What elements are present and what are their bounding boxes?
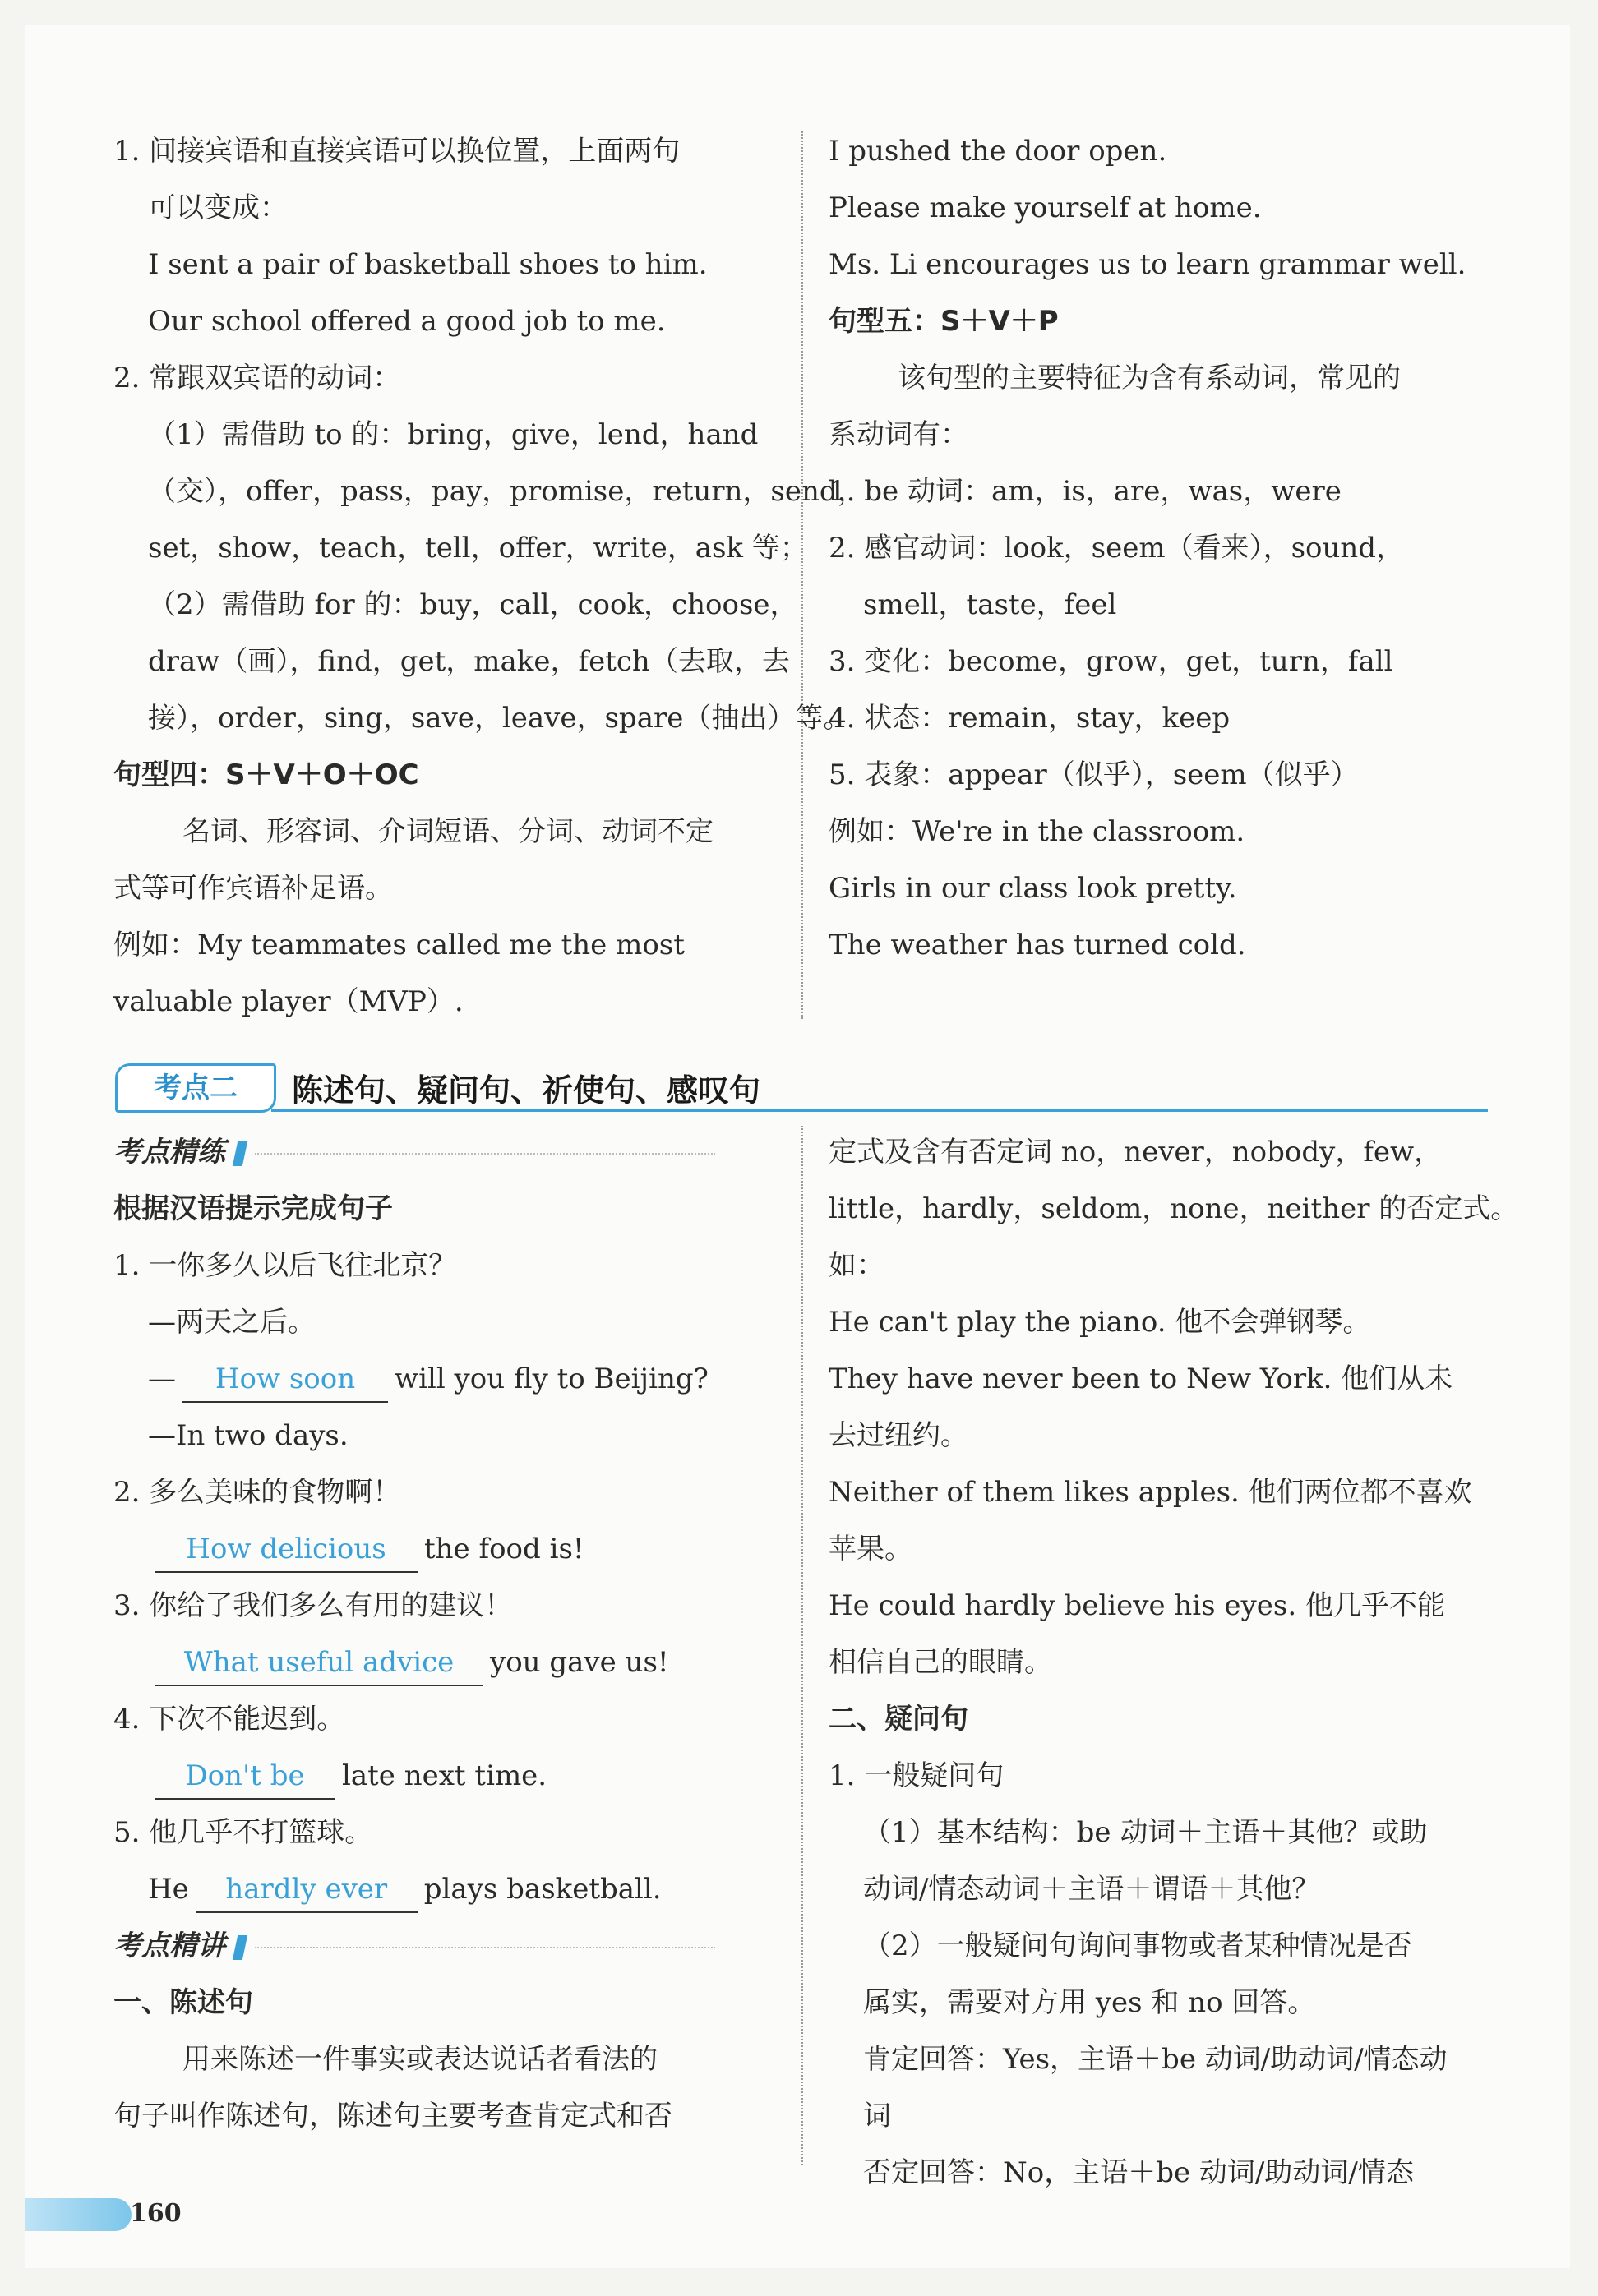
answer-5-line: He hardly ever plays basketball. [113, 1861, 787, 1918]
left-bottom-column [113, 1124, 787, 2145]
question-2: 2. 多么美味的食物啊！ [113, 1476, 401, 1509]
text-line: 句子叫作陈述句，陈述句主要考查肯定式和否 [113, 2100, 672, 2132]
practice-heading: 考点精练 [113, 1136, 225, 1169]
lecture-heading-row [113, 1918, 787, 1975]
answer-blank: Don't be [155, 1754, 335, 1800]
text-line: He could hardly believe his eyes. 他几乎不能 [829, 1589, 1445, 1622]
dotted-rule [255, 1947, 715, 1948]
subsection-heading: 二、疑问句 [829, 1703, 968, 1736]
question-5: 5. 他几乎不打篮球。 [113, 1816, 373, 1849]
text-line: I sent a pair of basketball shoes to him. [148, 248, 708, 281]
text-line: Our school offered a good job to me. [148, 305, 666, 338]
text-line: 名词、形容词、介词短语、分词、动词不定 [182, 815, 714, 848]
answer-3-line: What useful advice you gave us! [113, 1634, 787, 1691]
text-line: They have never been to New York. 他们从未 [829, 1362, 1453, 1395]
subsection-heading: 一、陈述句 [113, 1986, 253, 2019]
text-line: 1. 间接宾语和直接宾语可以换位置，上面两句 [113, 135, 681, 168]
answer-1-line: — How soon will you fly to Beijing? [113, 1351, 787, 1408]
text-line: 否定回答：No，主语＋be 动词/助动词/情态 [863, 2156, 1414, 2189]
question-3: 3. 你给了我们多么有用的建议！ [113, 1589, 513, 1622]
text-line: （2）需借助 for 的：buy，call，cook，choose， [148, 588, 798, 621]
answer-2-line: How delicious the food is! [113, 1521, 787, 1578]
text-line: 定式及含有否定词 no，never，nobody，few， [829, 1136, 1443, 1169]
text-line: 肯定回答：Yes，主语＋be 动词/助动词/情态动 [863, 2043, 1448, 2076]
text-line: （1）基本结构：be 动词＋主语＋其他？或助 [863, 1816, 1428, 1849]
left-top-column [113, 123, 866, 1030]
section-banner [115, 1060, 1488, 1113]
text-line: He can't play the piano. 他不会弹钢琴。 [829, 1306, 1371, 1339]
page-number: 160 [130, 2199, 182, 2228]
text-line: 4. 状态：remain，stay，keep [829, 702, 1231, 735]
text-line: Please make yourself at home. [829, 191, 1262, 224]
text-line: （交），offer，pass，pay，promise，return，send， [148, 475, 866, 508]
dotted-rule [255, 1153, 715, 1155]
text-line: 例如：My teammates called me the most [113, 929, 685, 961]
answer-blank: What useful advice [155, 1640, 483, 1686]
text-line: Girls in our class look pretty. [829, 872, 1237, 905]
question-1: 1. 一你多久以后飞往北京？ [113, 1249, 457, 1282]
text-line: The weather has turned cold. [829, 929, 1246, 961]
section-title: 陈述句、疑问句、祈使句、感叹句 [292, 1072, 761, 1109]
text-line: 2. 感官动词：look，seem（看来），sound， [829, 532, 1405, 565]
text-line: valuable player（MVP）. [113, 985, 464, 1018]
text-line: 3. 变化：become，grow，get，turn，fall [829, 645, 1393, 678]
right-top-column [829, 123, 1494, 974]
text-line: 如： [829, 1249, 884, 1282]
text-line: 1. be 动词：am，is，are，was，were [829, 475, 1342, 508]
answer-blank: hardly ever [196, 1867, 418, 1913]
text-line: 去过纽约。 [829, 1419, 968, 1452]
text-line: set，show，teach，tell，offer，write，ask 等； [148, 532, 808, 565]
answer-blank: How delicious [155, 1527, 418, 1573]
page-number-bar [25, 2198, 132, 2231]
text-line: Ms. Li encourages us to learn grammar well. [829, 248, 1466, 281]
heading-bar-icon [233, 1935, 247, 1960]
sentence-pattern-heading: 句型四：S＋V＋O＋OC [113, 758, 419, 791]
text-line: I pushed the door open. [829, 135, 1167, 168]
text-line: 动词/情态动词＋主语＋谓语＋其他？ [863, 1873, 1320, 1906]
text-line: smell，taste，feel [863, 588, 1117, 621]
instruction: 根据汉语提示完成句子 [113, 1192, 393, 1225]
text-line: 1. 一般疑问句 [829, 1759, 1005, 1792]
answer-4-line: Don't be late next time. [113, 1748, 787, 1805]
text-line: 2. 常跟双宾语的动词： [113, 362, 401, 394]
column-divider [801, 131, 803, 1019]
reply-1: —In two days. [148, 1419, 349, 1452]
text-line: 词 [863, 2100, 891, 2132]
text-line: 式等可作宾语补足语。 [113, 872, 393, 905]
section-underline [271, 1109, 1488, 1112]
question-1-line2: —两天之后。 [148, 1306, 316, 1339]
text-line: 接），order，sing，save，leave，spare（抽出）等。 [148, 702, 852, 735]
text-line: 属实，需要对方用 yes 和 no 回答。 [863, 1986, 1316, 2019]
right-bottom-column [829, 1124, 1519, 2201]
text-line: 该句型的主要特征为含有系动词，常见的 [898, 362, 1401, 394]
text-line: 苹果。 [829, 1533, 912, 1565]
text-line: 系动词有： [829, 418, 968, 451]
practice-heading-row [113, 1124, 787, 1181]
sentence-pattern-heading: 句型五：S＋V＋P [829, 305, 1059, 338]
text-line: 例如：We're in the classroom. [829, 815, 1245, 848]
text-line: Neither of them likes apples. 他们两位都不喜欢 [829, 1476, 1472, 1509]
heading-bar-icon [233, 1141, 247, 1166]
text-line: little，hardly，seldom，none，neither 的否定式。 [829, 1192, 1519, 1225]
text-line: draw（画），find，get，make，fetch（去取，去 [148, 645, 790, 678]
text-line: 5. 表象：appear（似乎），seem（似乎） [829, 758, 1359, 791]
text-line: （1）需借助 to 的：bring，give，lend，hand [148, 418, 759, 451]
text-line: 可以变成： [148, 191, 288, 224]
text-line: 相信自己的眼睛。 [829, 1646, 1052, 1679]
question-4: 4. 下次不能迟到。 [113, 1703, 345, 1736]
text-line: （2）一般疑问句询问事物或者某种情况是否 [863, 1929, 1412, 1962]
answer-blank: How soon [182, 1357, 388, 1403]
column-divider [801, 1126, 803, 2165]
text-line: 用来陈述一件事实或表达说话者看法的 [182, 2043, 658, 2076]
lecture-heading: 考点精讲 [113, 1929, 225, 1962]
section-tag: 考点二 [115, 1063, 276, 1113]
